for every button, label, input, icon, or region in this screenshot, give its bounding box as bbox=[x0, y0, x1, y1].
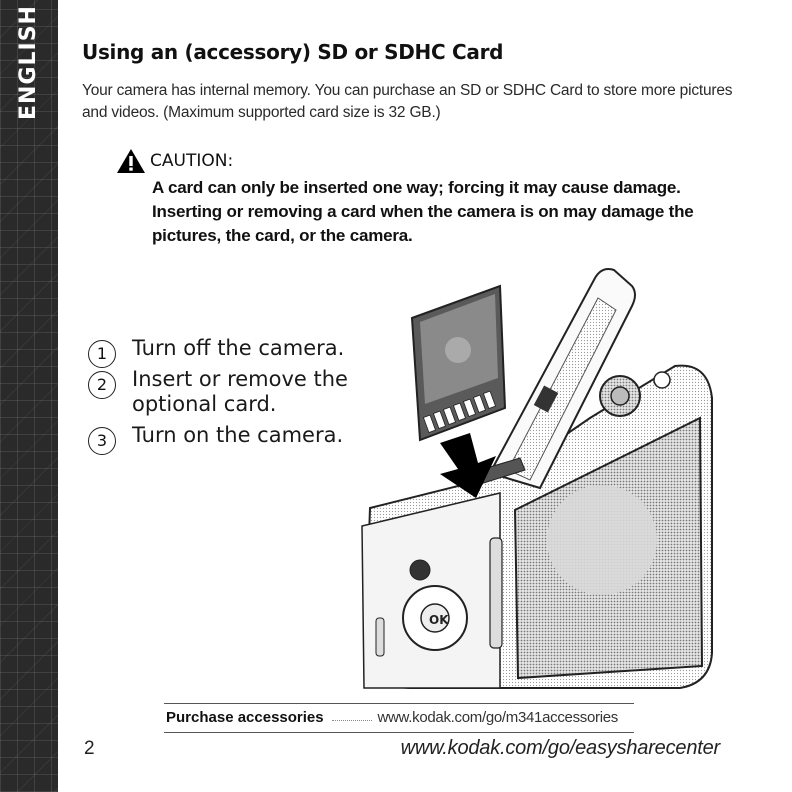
caution-header bbox=[116, 148, 316, 174]
step-number-1: 1 bbox=[88, 340, 116, 368]
step-item-1 bbox=[88, 336, 358, 361]
caution-text: A card can only be inserted one way; forcing it may cause damage. Inserting or removing a card when the camera is on may damage the pictures, the card, or the camera. bbox=[152, 178, 694, 245]
step-text-3: Turn on the camera. bbox=[132, 423, 344, 447]
site-link[interactable]: www.kodak.com/go/easysharecenter bbox=[400, 737, 720, 759]
accessories-link[interactable]: www.kodak.com/go/m341accessories bbox=[373, 707, 618, 729]
step-number-3: 3 bbox=[88, 427, 116, 455]
intro-paragraph: Your camera has internal memory. You can purchase an SD or SDHC Card to store more pictures and videos. (Maximum supported card size is 32 GB.) bbox=[82, 82, 733, 121]
camera-sd-card-insertion-icon bbox=[340, 258, 740, 690]
page-title: Using an (accessory) SD or SDHC Card bbox=[82, 40, 504, 64]
steps-list bbox=[88, 336, 358, 454]
warning-triangle-icon bbox=[116, 148, 146, 174]
step-item-2 bbox=[88, 367, 358, 417]
page-number: 2 bbox=[84, 738, 95, 759]
accessories-label: Purchase accessories bbox=[166, 707, 328, 729]
language-sidebar bbox=[0, 0, 58, 792]
step-text-1: Turn off the camera. bbox=[132, 336, 345, 360]
step-text-2: Insert or remove the optional card. bbox=[132, 367, 348, 416]
accessories-footer bbox=[164, 703, 634, 733]
step-item-3 bbox=[88, 423, 358, 448]
step-number-2: 2 bbox=[88, 371, 116, 399]
language-label: ENGLISH bbox=[16, 5, 41, 120]
caution-title: CAUTION: bbox=[150, 151, 234, 171]
ok-button-label: OK bbox=[429, 613, 449, 627]
